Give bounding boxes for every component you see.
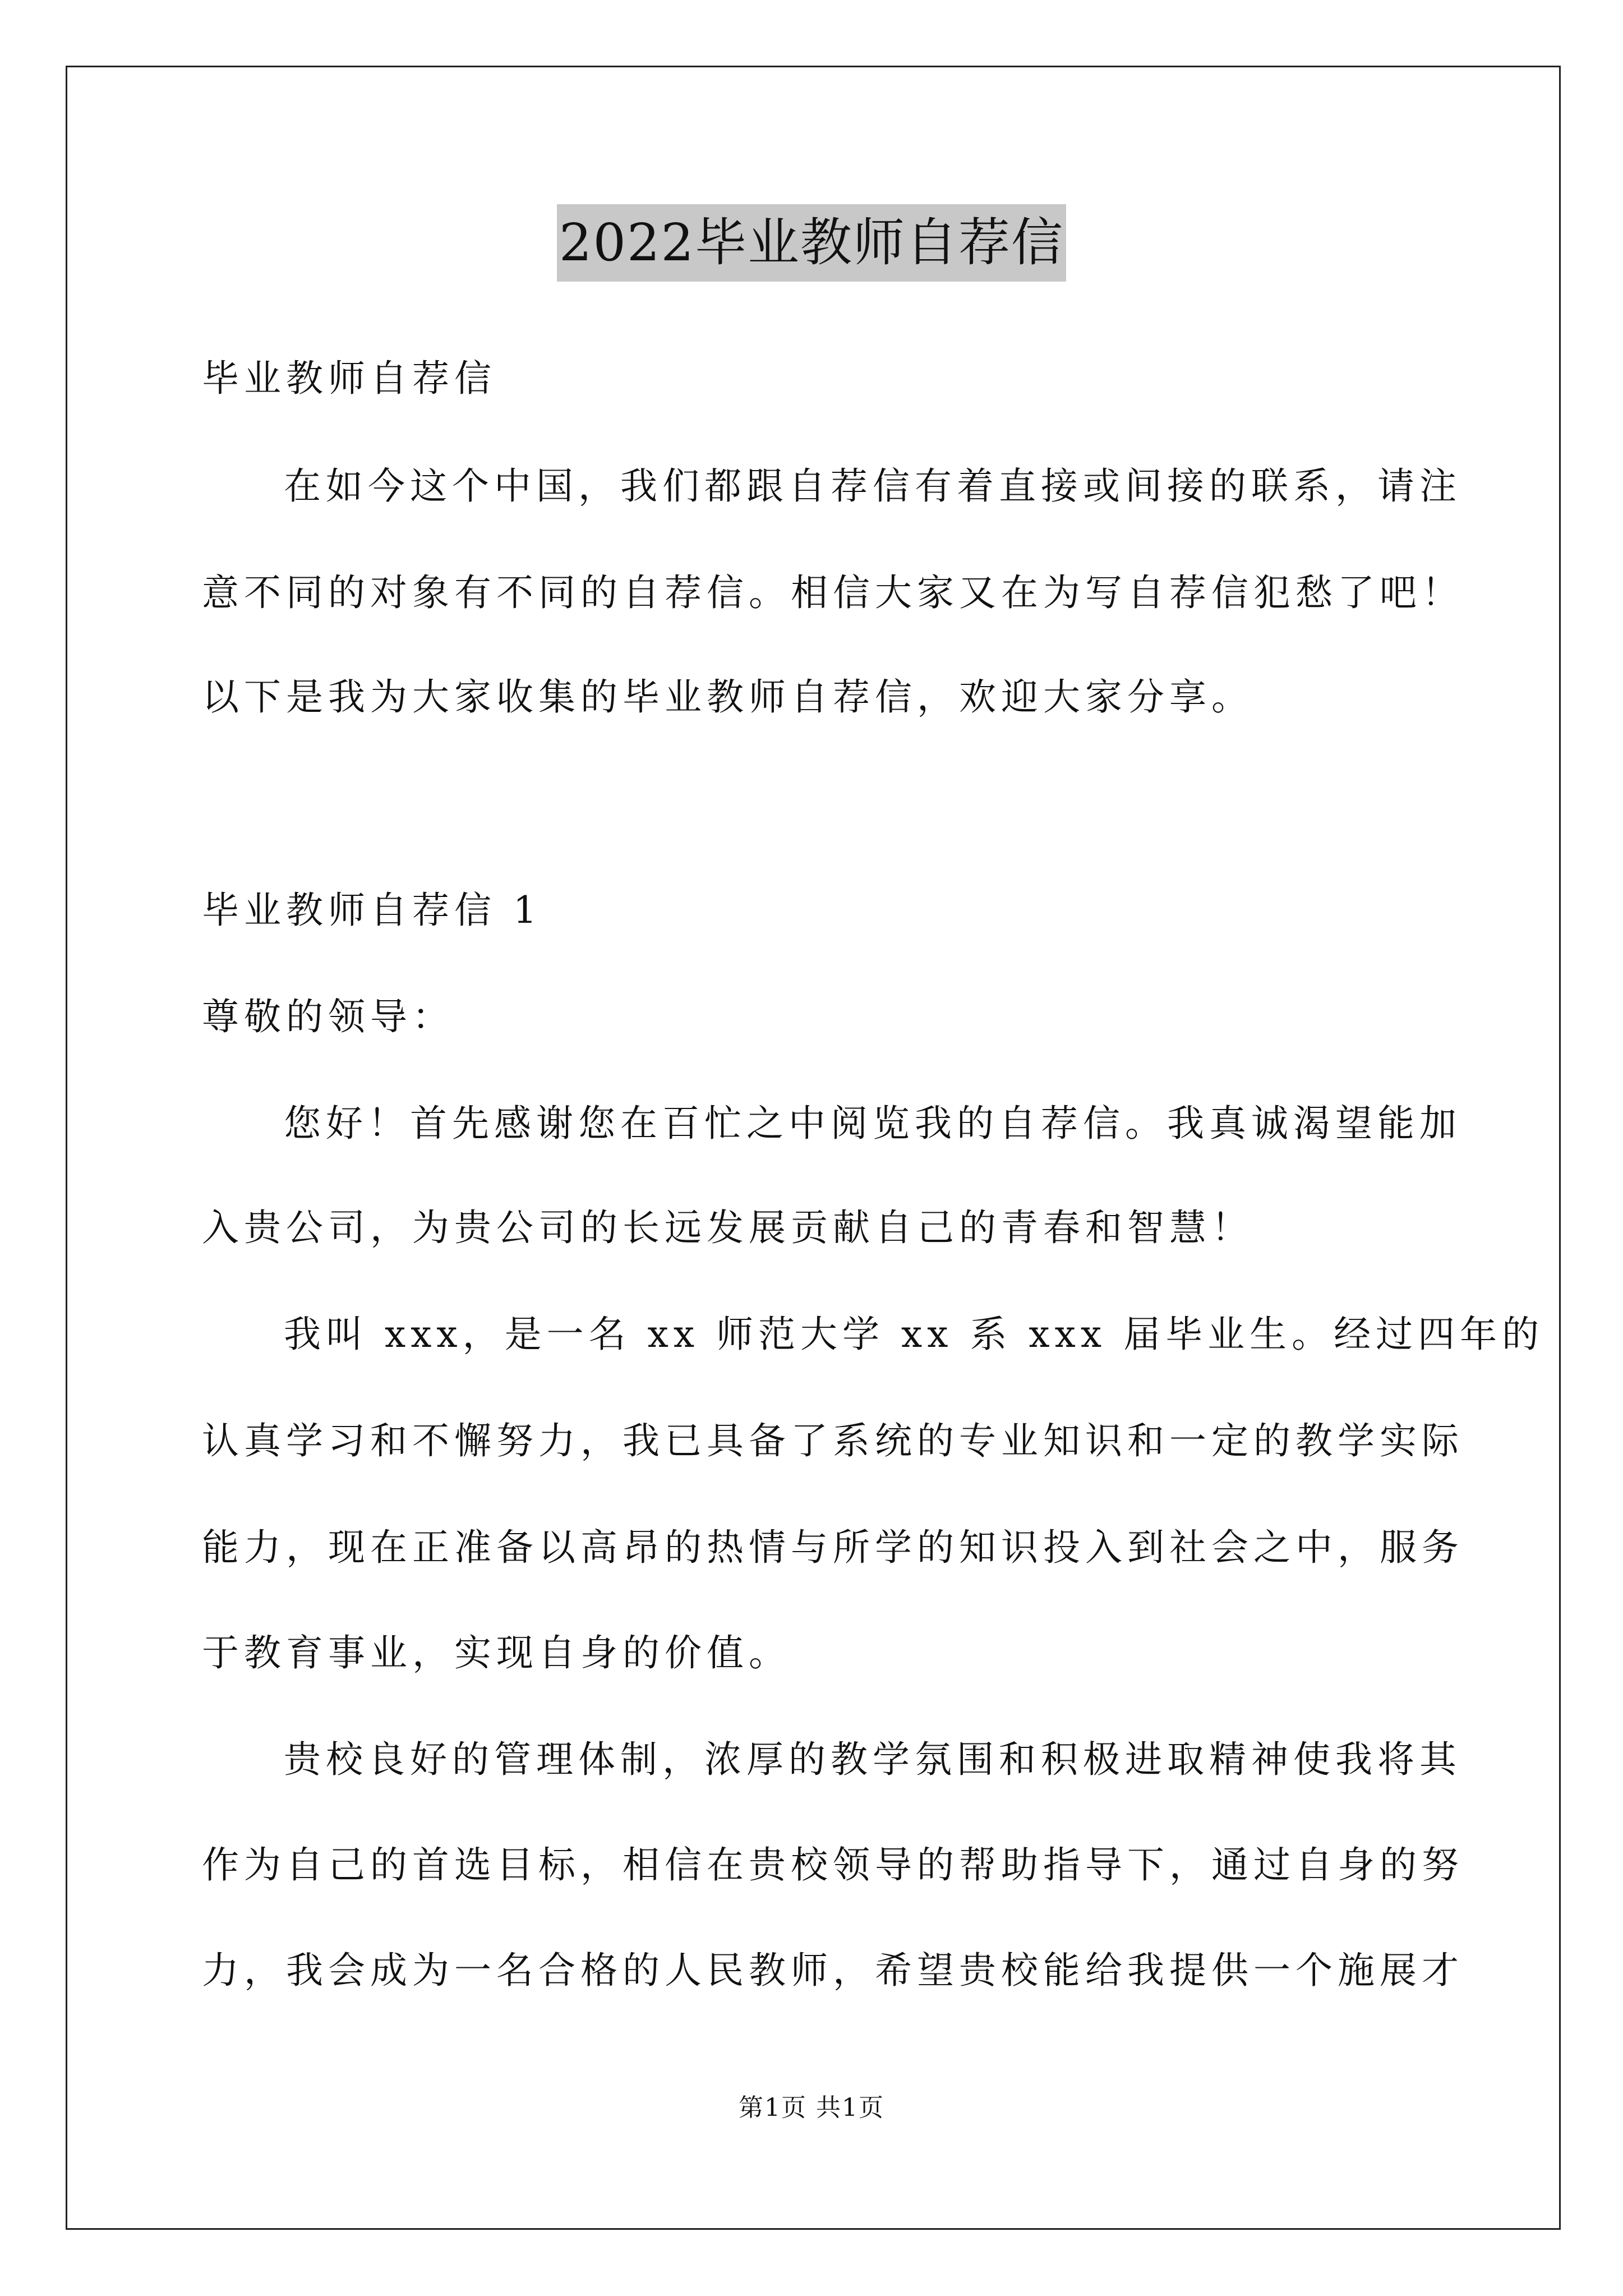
body-line-6: 于教育事业，实现自身的价值。 xyxy=(202,1631,791,1674)
document-title: 2022毕业教师自荐信 xyxy=(557,204,1066,282)
body-line-2: 入贵公司，为贵公司的长远发展贡献自己的青春和智慧！ xyxy=(202,1206,1253,1249)
title-container xyxy=(0,204,1623,282)
salutation: 尊敬的领导： xyxy=(202,995,454,1038)
body-line-9: 力，我会成为一名合格的人民教师，希望贵校能给我提供一个施展才 xyxy=(202,1949,1464,1992)
section-heading: 毕业教师自荐信 1 xyxy=(202,889,542,932)
body-line-1: 您好！首先感谢您在百忙之中阅览我的自荐信。我真诚渴望能加 xyxy=(284,1102,1461,1145)
body-line-5: 能力，现在正准备以高昂的热情与所学的知识投入到社会之中，服务 xyxy=(202,1526,1464,1569)
body-line-3: 我叫 xxx，是一名 xx 师范大学 xx 系 xxx 届毕业生。经过四年的 xyxy=(284,1313,1544,1356)
intro-line-3: 以下是我为大家收集的毕业教师自荐信，欢迎大家分享。 xyxy=(202,675,1253,719)
body-line-8: 作为自己的首选目标，相信在贵校领导的帮助指导下，通过自身的努 xyxy=(202,1843,1464,1887)
body-line-7: 贵校良好的管理体制，浓厚的教学氛围和积极进取精神使我将其 xyxy=(284,1738,1461,1781)
body-line-4: 认真学习和不懈努力，我已具备了系统的专业知识和一定的教学实际 xyxy=(202,1419,1464,1462)
intro-line-2: 意不同的对象有不同的自荐信。相信大家又在为写自荐信犯愁了吧！ xyxy=(202,571,1464,614)
document-subtitle: 毕业教师自荐信 xyxy=(202,357,496,400)
intro-line-1: 在如今这个中国，我们都跟自荐信有着直接或间接的联系，请注 xyxy=(284,464,1461,508)
page-footer: 第1页 共1页 xyxy=(739,2093,884,2122)
